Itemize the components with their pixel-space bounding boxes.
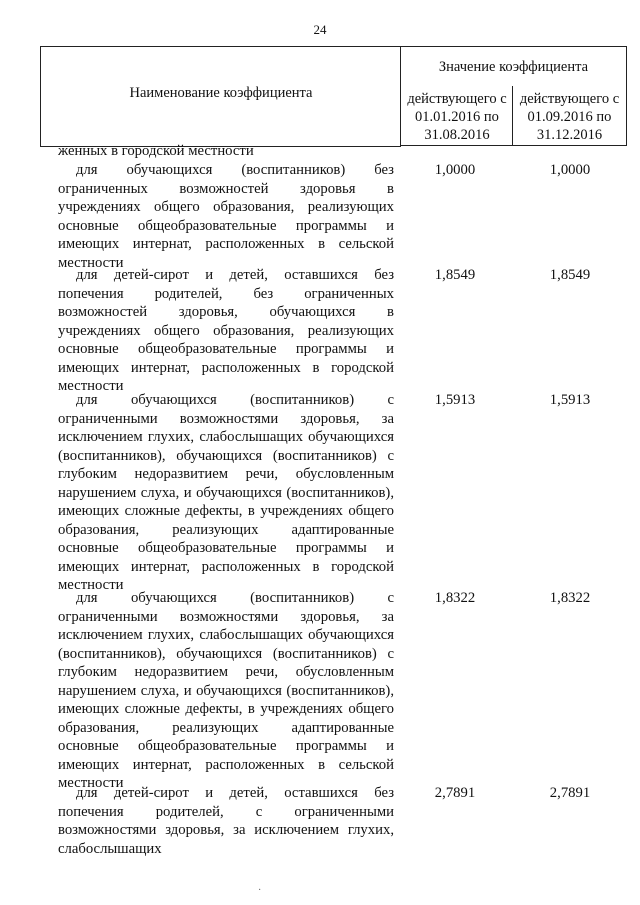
row-4-text: для обучающихся (воспитанников) с ограниченными возможностями здоровья, за исключением глухих, слабослышащих обучающихся (воспитанников), обучающихся (воспитанников) с глубоким недоразвитием речи, обусловленным нарушением слуха, и обучающихся (воспитанников), имеющих сложные дефекты, в учреждениях общего образования, реализующих адаптированные основные общеобразовательные программы и имеющих интернат, расположенных в сельской местности bbox=[58, 590, 394, 791]
row-5-text: для детей-сирот и детей, оставшихся без попечения родителей, с ограниченными возможностями здоровья, за исключением глухих, слабослышащих bbox=[58, 785, 394, 857]
row-3-text: для обучающихся (воспитанников) с ограниченными возможностями здоровья, за исключением глухих, слабослышащих обучающихся (воспитанников), обучающихся (воспитанников) с глубоким недоразвитием речи, обусловленным нарушением слуха, и обучающихся (воспитанников), имеющих сложные дефекты, в учреждениях общего образования, реализующих адаптированные основные общеобразовательные программы и имеющих интернат, расположенных в городской местности bbox=[58, 392, 394, 593]
continuation-text: женных в городской местности bbox=[58, 143, 254, 159]
row-5-value-1: 2,7891 bbox=[434, 785, 476, 801]
row-4-value-1: 1,8322 bbox=[434, 590, 476, 606]
row-3-value-2: 1,5913 bbox=[549, 392, 591, 408]
page-number: 24 bbox=[313, 22, 327, 37]
row-1-value-1: 1,0000 bbox=[434, 162, 476, 178]
row-2-text: для детей-сирот и детей, оставшихся без попечения родителей, без ограниченных возможностей здоровья, обучающихся в учреждениях общего образования, реализующих основные общеобразовательные программы и имеющих интернат, расположенных в городской местности bbox=[58, 267, 394, 394]
header-col1-label: действующего с 01.01.2016 по 31.08.2016 bbox=[407, 91, 507, 143]
row-5-value-2: 2,7891 bbox=[549, 785, 591, 801]
header-col2-cell bbox=[512, 86, 627, 146]
header-name-cell bbox=[40, 46, 401, 147]
header-value-cell bbox=[400, 46, 627, 88]
row-3-value-1: 1,5913 bbox=[434, 392, 476, 408]
row-4-value-2: 1,8322 bbox=[549, 590, 591, 606]
header-col1-cell bbox=[400, 86, 513, 146]
footer-mark: · bbox=[258, 885, 262, 896]
row-1-text: для обучающихся (воспитанников) без ограниченных возможностей здоровья в учреждениях общего образования, реализующих основные общеобразовательные программы и имеющих интернат, расположенных в сельской местности bbox=[58, 162, 394, 271]
header-value-label: Значение коэффициента bbox=[438, 59, 589, 75]
header-name-label: Наименование коэффициента bbox=[129, 85, 313, 101]
row-2-value-2: 1,8549 bbox=[549, 267, 591, 283]
header-col2-label: действующего с 01.09.2016 по 31.12.2016 bbox=[519, 91, 620, 143]
row-2-value-1: 1,8549 bbox=[434, 267, 476, 283]
row-1-value-2: 1,0000 bbox=[549, 162, 591, 178]
